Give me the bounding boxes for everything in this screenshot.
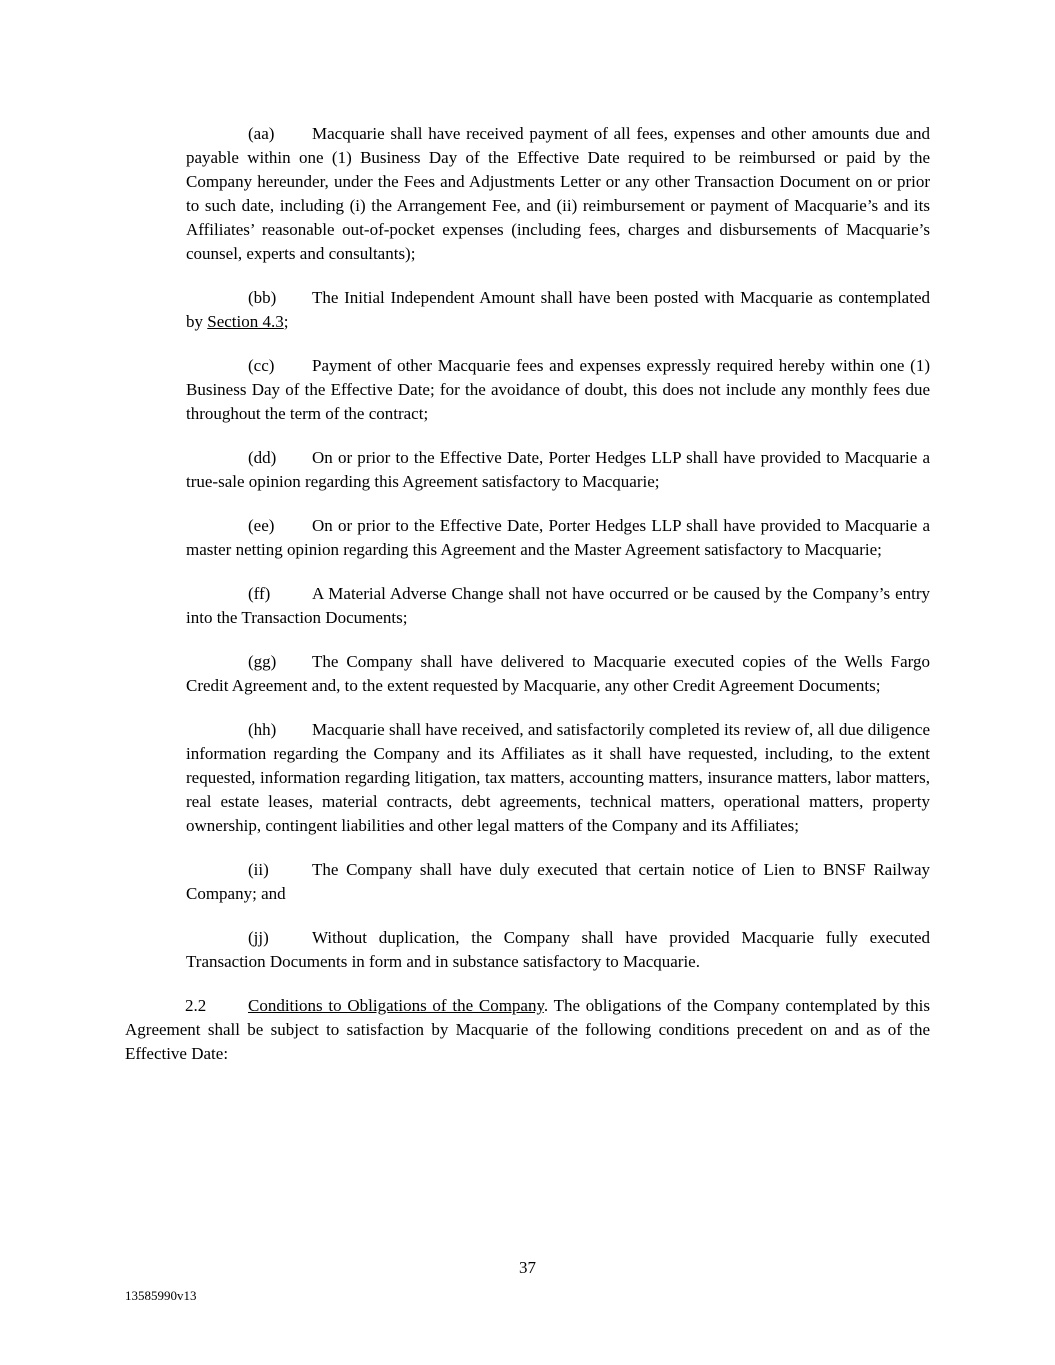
- paragraph-bb: [186, 286, 930, 334]
- paragraph-text-dd: On or prior to the Effective Date, Porter Hedges LLP shall have provided to Macquarie a true-sale opinion regarding this Agreement satisfactory to Macquarie;: [186, 448, 930, 491]
- paragraph-cc: [186, 354, 930, 426]
- section-text: . The obligations of the Company contemplated by this Agreement shall be subject to satisfaction by Macquarie of the following conditions precedent on and as of the Effective Date:: [125, 996, 930, 1063]
- paragraph-ff: [186, 582, 930, 630]
- paragraph-ii: [186, 858, 930, 906]
- paragraph-dd: [186, 446, 930, 494]
- paragraph-text-ff: A Material Adverse Change shall not have occurred or be caused by the Company’s entry into the Transaction Documents;: [186, 584, 930, 627]
- paragraph-hh: [186, 718, 930, 838]
- paragraph-text-ii: The Company shall have duly executed that certain notice of Lien to BNSF Railway Company; and: [186, 860, 930, 903]
- paragraph-label-cc: (cc): [248, 356, 275, 375]
- section-4-3-reference: Section 4.3: [207, 312, 284, 331]
- document-id-footer: 13585990v13: [125, 1288, 197, 1303]
- paragraph-label-jj: (jj): [248, 928, 269, 947]
- paragraph-label-hh: (hh): [248, 720, 277, 739]
- paragraph-text-bb: The Initial Independent Amount shall have been posted with Macquarie as contemplated by: [186, 288, 930, 331]
- section-heading: Conditions to Obligations of the Company: [248, 996, 544, 1015]
- paragraph-label-dd: (dd): [248, 448, 277, 467]
- paragraph-label-aa: (aa): [248, 124, 275, 143]
- paragraph-text-gg: The Company shall have delivered to Macquarie executed copies of the Wells Fargo Credit Agreement and, to the extent requested by Macquarie, any other Credit Agreement Documents;: [186, 652, 930, 695]
- paragraph-tail-bb: ;: [283, 312, 289, 331]
- paragraph-label-ii: (ii): [248, 860, 269, 879]
- paragraph-text-jj: Without duplication, the Company shall have provided Macquarie fully executed Transaction Documents in form and in substance satisfactory to Macquarie.: [186, 928, 930, 971]
- paragraph-gg: [186, 650, 930, 698]
- paragraph-label-ff: (ff): [248, 584, 271, 603]
- paragraph-ee: [186, 514, 930, 562]
- paragraph-aa: [186, 122, 930, 266]
- section-number: 2.2: [185, 996, 207, 1015]
- paragraph-label-gg: (gg): [248, 652, 277, 671]
- paragraph-text-aa: Macquarie shall have received payment of all fees, expenses and other amounts due and payable within one (1) Business Day of the Effective Date required to be reimbursed or paid by the Company hereunder, under the Fees and Adjustments Letter or any other Transaction Document on or prior to such date, including (i) the Arrangement Fee, and (ii) reimbursement or payment of Macquarie’s and its Affiliates’ reasonable out-of-pocket expenses (including fees, charges and disbursements of Macquarie’s counsel, experts and consultants);: [186, 124, 930, 263]
- page-number: 37: [519, 1258, 536, 1277]
- paragraph-text-cc: Payment of other Macquarie fees and expenses expressly required hereby within one (1) Business Day of the Effective Date; for the avoidance of doubt, this does not include any monthly fees due throughout the term of the contract;: [186, 356, 930, 423]
- paragraph-jj: [186, 926, 930, 974]
- paragraph-label-ee: (ee): [248, 516, 275, 535]
- paragraph-section-2-2: [125, 994, 930, 1066]
- paragraph-label-bb: (bb): [248, 288, 277, 307]
- paragraph-text-ee: On or prior to the Effective Date, Porter Hedges LLP shall have provided to Macquarie a master netting opinion regarding this Agreement and the Master Agreement satisfactory to Macquarie;: [186, 516, 930, 559]
- paragraph-text-hh: Macquarie shall have received, and satisfactorily completed its review of, all due diligence information regarding the Company and its Affiliates as it shall have requested, including, to the extent requested, information regarding litigation, tax matters, accounting matters, insurance matters, labor matters, real estate leases, material contracts, debt agreements, technical matters, operational matters, property ownership, contingent liabilities and other legal matters of the Company and its Affiliates;: [186, 720, 930, 835]
